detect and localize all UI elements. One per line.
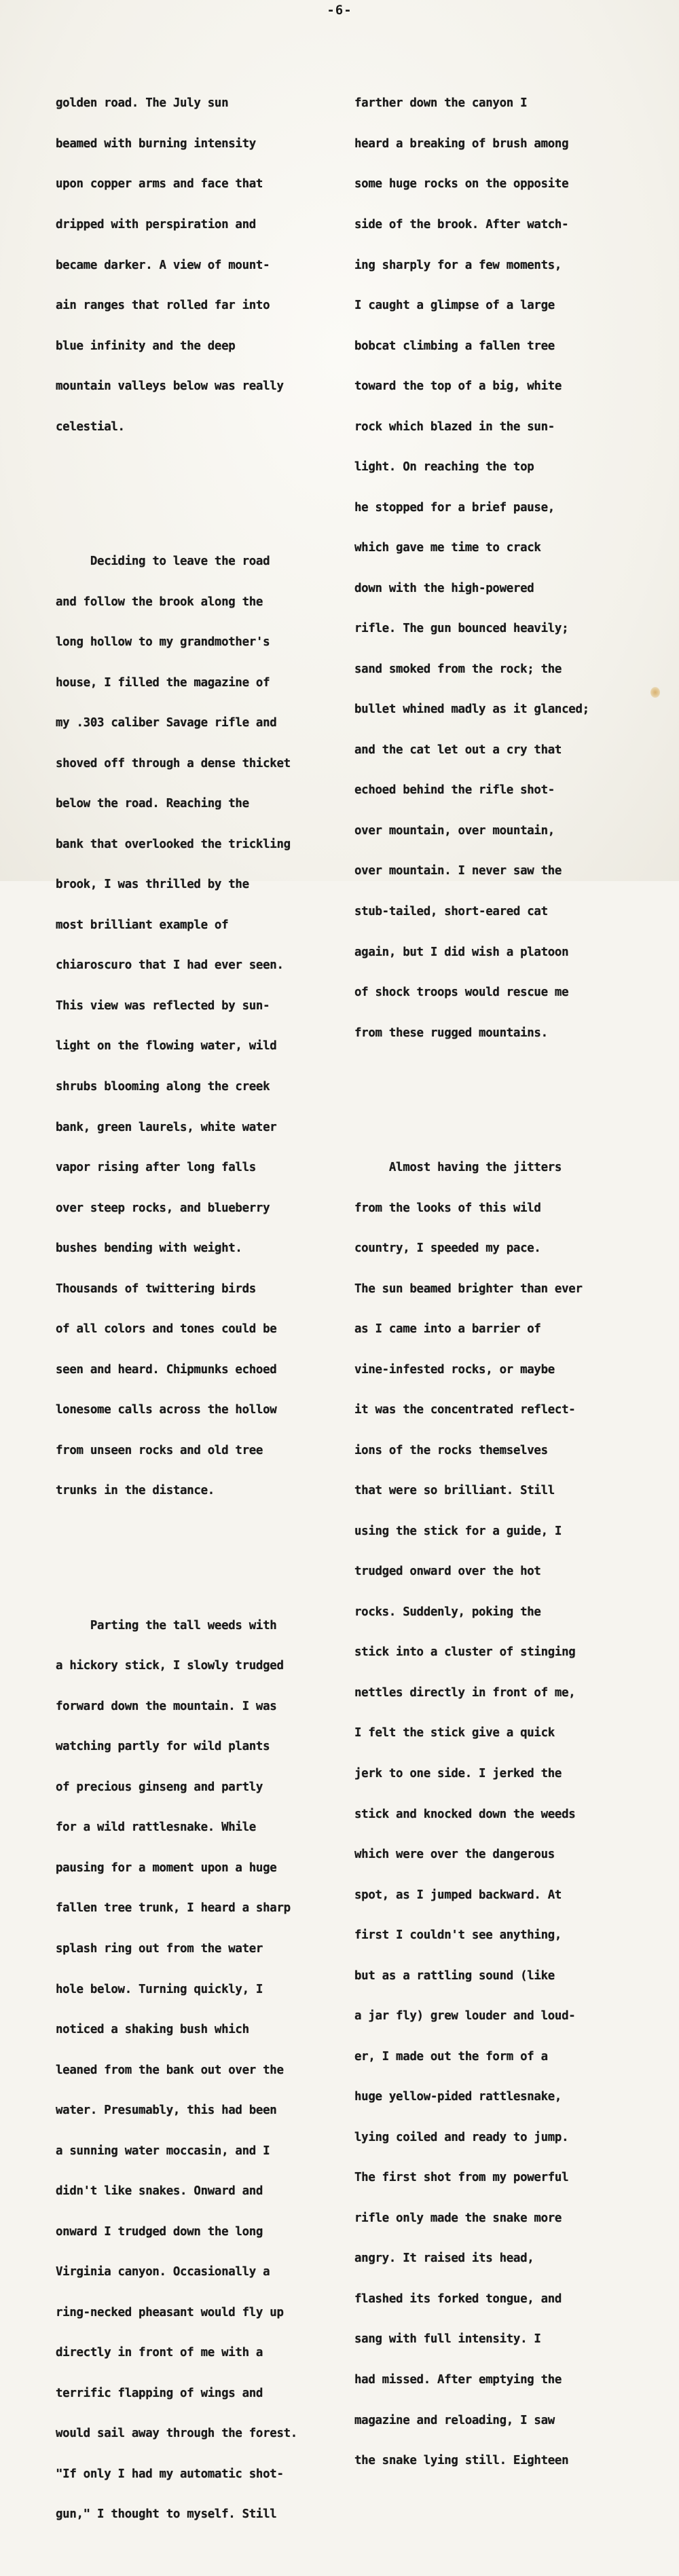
text-line: splash ring out from the water (56, 1941, 263, 1956)
text-line: which gave me time to crack (354, 541, 541, 555)
text-line: stub-tailed, short-eared cat (354, 905, 548, 918)
text-line: sand smoked from the rock; the (354, 662, 562, 676)
text-line: bank that overlooked the trickling (56, 837, 291, 851)
text-line: noticed a shaking bush which (56, 2023, 249, 2037)
text-line: blue infinity and the deep (56, 339, 236, 353)
text-line: Virginia canyon. Occasionally a (56, 2265, 270, 2279)
text-line: would sail away through the forest. (56, 2427, 297, 2441)
text-line: I caught a glimpse of a large (354, 299, 555, 313)
text-line: ing sharply for a few moments, (354, 258, 562, 272)
text-line: beamed with burning intensity (56, 136, 256, 151)
text-line: of precious ginseng and partly (56, 1780, 263, 1794)
paragraph (56, 71, 341, 461)
text-line: golden road. The July sun (56, 96, 229, 111)
page-number: -6- (327, 3, 352, 18)
text-line: ain ranges that rolled far into (56, 299, 270, 313)
text-line: watching partly for wild plants (56, 1740, 270, 1754)
text-line: fallen tree trunk, I heard a sharp (56, 1901, 291, 1916)
text-line: rock which blazed in the sun- (354, 419, 555, 434)
text-line: my .303 caliber Savage rifle and (56, 716, 277, 730)
text-line: seen and heard. Chipmunks echoed (56, 1362, 277, 1377)
paragraph (354, 1134, 640, 2495)
text-line: trudged onward over the hot (354, 1565, 541, 1579)
text-line: of all colors and tones could be (56, 1322, 277, 1337)
text-line: a jar fly) grew louder and loud- (354, 2009, 576, 2023)
text-line: Deciding to leave the road (56, 555, 270, 569)
text-line: over mountain, over mountain, (354, 823, 555, 838)
text-line: huge yellow-pided rattlesnake, (354, 2090, 562, 2104)
text-line: heard a breaking of brush among (354, 136, 569, 151)
text-line: became darker. A view of mount- (56, 258, 270, 272)
text-line: rifle. The gun bounced heavily; (354, 622, 569, 636)
text-line: "If only I had my automatic shot- (56, 2467, 284, 2481)
text-line: bushes bending with weight. (56, 1242, 242, 1256)
text-line: gun," I thought to myself. Still (56, 2507, 277, 2522)
text-line: light. On reaching the top (354, 460, 534, 474)
text-line: using the stick for a guide, I (354, 1524, 562, 1538)
text-line: and follow the brook along the (56, 595, 263, 609)
text-line: again, but I did wish a platoon (354, 945, 569, 959)
text-line: house, I filled the magazine of (56, 675, 270, 690)
text-line: the snake lying still. Eighteen (354, 2454, 569, 2468)
text-line: celestial. (56, 419, 125, 434)
text-line: below the road. Reaching the (56, 797, 249, 811)
text-line: chiaroscuro that I had ever seen. (56, 958, 284, 973)
text-line: dripped with perspiration and (56, 217, 256, 231)
text-line: country, I speeded my pace. (354, 1242, 541, 1256)
text-line: it was the concentrated reflect- (354, 1403, 576, 1417)
paragraph-gap (56, 488, 341, 502)
text-line: Thousands of twittering birds (56, 1282, 256, 1296)
text-line: shrubs blooming along the creek (56, 1079, 270, 1094)
text-line: vine-infested rocks, or maybe (354, 1362, 555, 1377)
text-line: er, I made out the form of a (354, 2049, 548, 2064)
text-line: over mountain. I never saw the (354, 864, 562, 878)
paragraph-gap (56, 1552, 341, 1566)
text-line: nettles directly in front of me, (354, 1685, 576, 1700)
text-line: bank, green laurels, white water (56, 1120, 277, 1134)
text-line: but as a rattling sound (like (354, 1968, 555, 1983)
text-line: The sun beamed brighter than ever (354, 1282, 583, 1296)
text-line: echoed behind the rifle shot- (354, 783, 555, 798)
text-line: he stopped for a brief pause, (354, 500, 555, 515)
text-line: toward the top of a big, white (354, 379, 562, 394)
text-line: over steep rocks, and blueberry (56, 1201, 270, 1215)
text-line: shoved off through a dense thicket (56, 756, 291, 770)
text-line: leaned from the bank out over the (56, 2063, 284, 2077)
text-line: pausing for a moment upon a huge (56, 1861, 277, 1875)
text-line: terrific flapping of wings and (56, 2386, 263, 2400)
text-line: directly in front of me with a (56, 2346, 263, 2360)
text-line: This view was reflected by sun- (56, 998, 270, 1013)
text-line: trunks in the distance. (56, 1484, 215, 1498)
text-line: jerk to one side. I jerked the (354, 1767, 562, 1780)
text-line: The first shot from my powerful (354, 2171, 569, 2185)
text-line: some huge rocks on the opposite (354, 177, 569, 191)
text-line: stick and knocked down the weeds (354, 1807, 576, 1821)
text-line: ring-necked pheasant would fly up (56, 2305, 284, 2319)
text-line: from unseen rocks and old tree (56, 1443, 263, 1457)
text-line: vapor rising after long falls (56, 1161, 256, 1175)
text-line: rocks. Suddenly, poking the (354, 1605, 541, 1619)
paragraph (56, 1592, 341, 2549)
paragraph (56, 528, 341, 1525)
left-column (56, 43, 341, 2576)
paragraph (354, 71, 640, 1067)
text-line: onward I trudged down the long (56, 2224, 263, 2239)
text-line: down with the high-powered (354, 581, 534, 595)
text-line: brook, I was thrilled by the (56, 878, 249, 892)
text-line: mountain valleys below was really (56, 379, 284, 394)
text-line: didn't like snakes. Onward and (56, 2184, 263, 2199)
text-line: that were so brilliant. Still (354, 1484, 555, 1498)
text-line: flashed its forked tongue, and (354, 2292, 562, 2306)
paragraph-gap (354, 1094, 640, 1108)
text-line: sang with full intensity. I (354, 2332, 541, 2347)
text-line: bullet whined madly as it glanced; (354, 703, 589, 717)
text-line: hole below. Turning quickly, I (56, 1982, 263, 1996)
text-line: side of the brook. After watch- (354, 217, 569, 231)
text-line: magazine and reloading, I saw (354, 2413, 555, 2427)
text-line: water. Presumably, this had been (56, 2104, 277, 2118)
text-line: Almost having the jitters (354, 1161, 562, 1175)
text-line: long hollow to my grandmother's (56, 635, 270, 650)
text-line: bobcat climbing a fallen tree (354, 339, 555, 353)
text-line: angry. It raised its head, (354, 2252, 534, 2266)
text-line: from the looks of this wild (354, 1201, 541, 1215)
text-line: had missed. After emptying the (354, 2372, 562, 2387)
text-line: farther down the canyon I (354, 96, 528, 111)
text-line: and the cat let out a cry that (354, 743, 562, 757)
text-line: lonesome calls across the hollow (56, 1403, 277, 1417)
text-line: rifle only made the snake more (354, 2211, 562, 2225)
text-line: first I couldn't see anything, (354, 1928, 562, 1943)
text-line: as I came into a barrier of (354, 1322, 541, 1337)
text-line: upon copper arms and face that (56, 177, 263, 191)
text-line: lying coiled and ready to jump. (354, 2130, 569, 2144)
text-line: of shock troops would rescue me (354, 986, 569, 1000)
paper-stain (650, 687, 660, 698)
text-line: most brilliant example of (56, 918, 229, 932)
text-line: a sunning water moccasin, and I (56, 2144, 270, 2158)
text-line: a hickory stick, I slowly trudged (56, 1659, 284, 1673)
text-line: from these rugged mountains. (354, 1026, 548, 1040)
text-line: forward down the mountain. I was (56, 1699, 277, 1713)
text-line: stick into a cluster of stinging (354, 1645, 576, 1660)
text-line: light on the flowing water, wild (56, 1039, 277, 1053)
text-line: spot, as I jumped backward. At (354, 1888, 562, 1902)
text-line: ions of the rocks themselves (354, 1443, 548, 1457)
text-line: I felt the stick give a quick (354, 1726, 555, 1740)
text-line: which were over the dangerous (354, 1848, 555, 1862)
text-line: for a wild rattlesnake. While (56, 1821, 256, 1835)
right-column (354, 43, 640, 2522)
text-line: Parting the tall weeds with (56, 1618, 277, 1632)
